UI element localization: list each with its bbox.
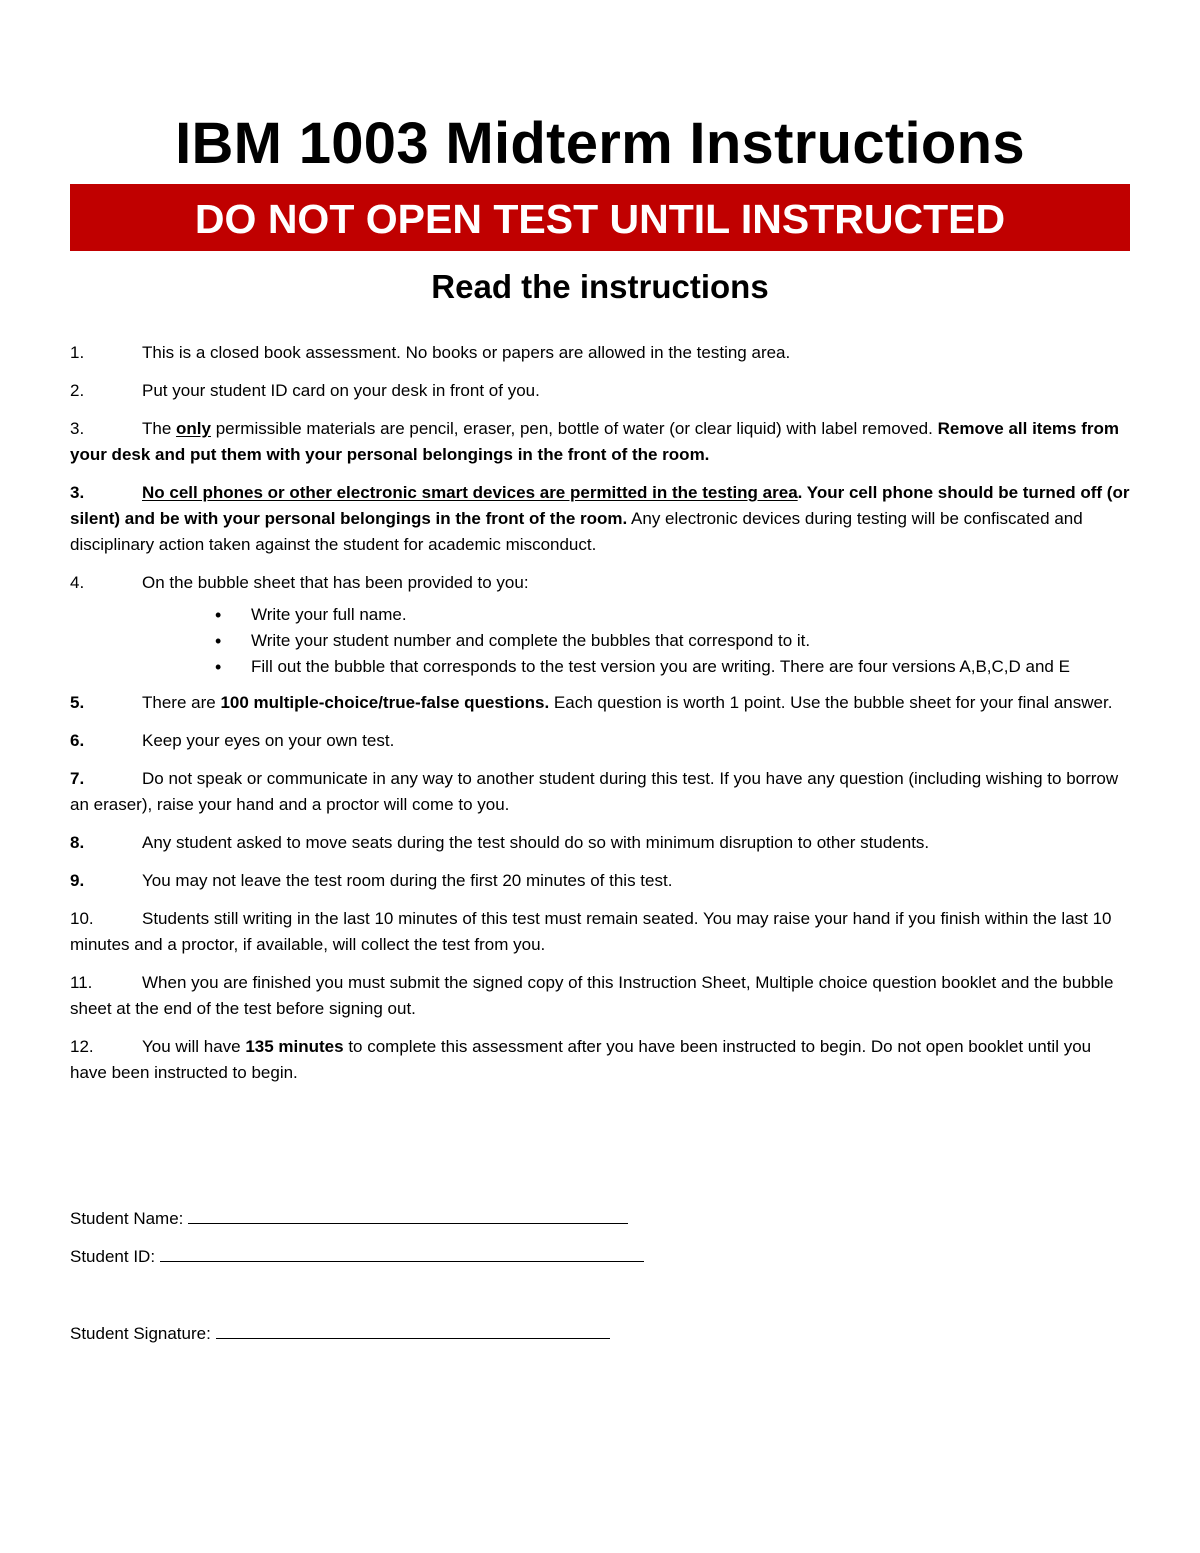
item-text: Any student asked to move seats during the test should do so with minimum disruption to other students. (142, 833, 930, 852)
student-signature-row (70, 1320, 610, 1347)
item-number: 12. (70, 1037, 94, 1056)
list-item (215, 654, 1130, 680)
item-text-cont: to complete this assessment after you have been instructed to begin. Do not open booklet until you have been instructed to begin. (70, 1037, 1092, 1082)
item-number: 10. (70, 909, 94, 928)
item-number: 4. (70, 573, 85, 592)
cell-phone-rule: No cell phones or other electronic smart devices are permitted in the testing area (142, 483, 798, 502)
item-text-cont: Each question is worth 1 point. Use the bubble sheet for your final answer. (549, 693, 1113, 712)
student-signature-label: Student Signature: (70, 1324, 211, 1343)
list-item (215, 628, 1130, 654)
instruction-item-5 (70, 690, 1130, 716)
instruction-list (70, 340, 1130, 1098)
item-text: Keep your eyes on your own test. (142, 731, 395, 750)
bullet-icon: • (215, 657, 222, 677)
item-text: You will have (142, 1037, 246, 1056)
item-text: The (142, 419, 177, 438)
item-text: Students still writing in the last 10 minutes of this test must remain seated. You may raise your hand if you finish within the last 10 minutes and a proctor, if available, will collect the test from you. (70, 909, 1112, 954)
instruction-item-11 (70, 970, 1130, 1022)
item-text: You may not leave the test room during the first 20 minutes of this test. (142, 871, 673, 890)
instruction-item-4 (70, 570, 1130, 596)
item-bold-text: . Your cell phone should be turned off (or silent) and be with your personal belongings in the front of the room. (70, 483, 1130, 528)
item-text: Any electronic devices during testing will be confiscated and disciplinary action taken against the student for academic misconduct. (70, 509, 1083, 554)
item-number: 9. (70, 871, 85, 890)
bubble-sheet-steps (70, 602, 1130, 680)
bullet-icon: • (215, 631, 222, 651)
emphasis-only: only (176, 419, 211, 438)
item-bold-text: 135 minutes (245, 1037, 344, 1056)
item-number: 3. (70, 483, 85, 502)
item-text: When you are finished you must submit the signed copy of this Instruction Sheet, Multiple choice question booklet and the bubble sheet at the end of the test before signing out. (70, 973, 1114, 1018)
item-bold-text: 100 multiple-choice/true-false questions. (220, 693, 550, 712)
item-number: 8. (70, 833, 85, 852)
instruction-item-9 (70, 868, 1130, 894)
bullet-text: Fill out the bubble that corresponds to the test version you are writing. There are four versions A,B,C,D and E (251, 657, 1070, 676)
instruction-item-2 (70, 378, 1130, 404)
section-subtitle: Read the instructions (431, 268, 769, 305)
instruction-item-3a (70, 416, 1130, 468)
page-title: IBM 1003 Midterm Instructions (175, 111, 1025, 176)
student-name-field[interactable] (188, 1205, 628, 1224)
item-number: 2. (70, 381, 85, 400)
student-id-row (70, 1243, 644, 1270)
item-text: There are (142, 693, 221, 712)
bullet-text: Write your full name. (251, 605, 407, 624)
student-id-label: Student ID: (70, 1247, 156, 1266)
list-item (215, 602, 1130, 628)
item-number: 5. (70, 693, 85, 712)
instruction-item-8 (70, 830, 1130, 856)
item-number: 3. (70, 419, 85, 438)
student-id-field[interactable] (160, 1243, 644, 1262)
warning-banner: DO NOT OPEN TEST UNTIL INSTRUCTED (70, 184, 1130, 251)
student-signature-field[interactable] (216, 1320, 610, 1339)
instruction-item-6 (70, 728, 1130, 754)
instruction-item-12 (70, 1034, 1130, 1086)
item-number: 1. (70, 343, 85, 362)
item-text: Do not speak or communicate in any way to another student during this test. If you have any question (including wishing to borrow an eraser), raise your hand and a proctor will come to you. (70, 769, 1119, 814)
bullet-icon: • (215, 605, 222, 625)
instruction-item-1 (70, 340, 1130, 366)
student-name-row (70, 1205, 628, 1232)
item-text: This is a closed book assessment. No books or papers are allowed in the testing area. (142, 343, 791, 362)
item-text: On the bubble sheet that has been provided to you: (142, 573, 529, 592)
instruction-item-10 (70, 906, 1130, 958)
item-number: 7. (70, 769, 85, 788)
student-name-label: Student Name: (70, 1209, 184, 1228)
instruction-item-3b (70, 480, 1130, 558)
bullet-text: Write your student number and complete the bubbles that correspond to it. (251, 631, 811, 650)
item-text-cont: permissible materials are pencil, eraser, pen, bottle of water (or clear liquid) with label removed. (210, 419, 938, 438)
item-number: 11. (70, 973, 93, 992)
item-bold-text: Remove all items from your desk and put them with your personal belongings in the front of the room. (70, 419, 1119, 464)
item-text: Put your student ID card on your desk in front of you. (142, 381, 540, 400)
instruction-item-7 (70, 766, 1130, 818)
item-number: 6. (70, 731, 85, 750)
